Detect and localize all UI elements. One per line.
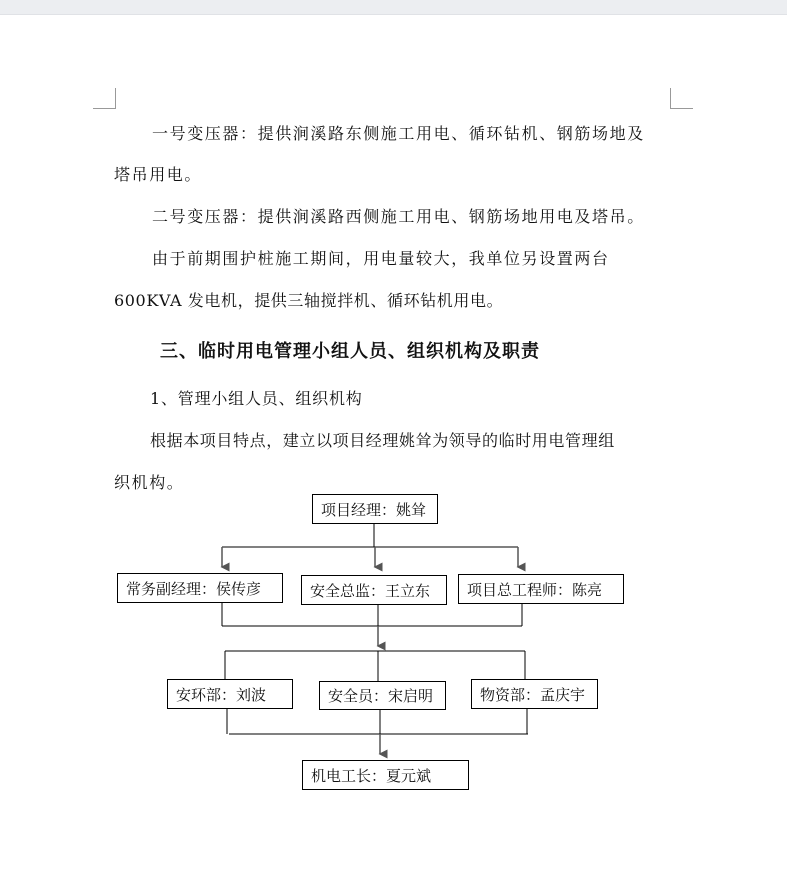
paragraph-line: 600KVA 发电机，提供三轴搅拌机、循环钻机用电。 bbox=[114, 291, 504, 310]
paragraph-line: 由于前期围护桩施工期间，用电量较大，我单位另设置两台 bbox=[152, 249, 610, 268]
org-node-safety-officer: 安全员：宋启明 bbox=[319, 681, 446, 710]
org-node-safety-director: 安全总监：王立东 bbox=[301, 575, 447, 605]
paragraph-line: 织机构。 bbox=[114, 473, 185, 492]
org-node-env-dept: 安环部：刘波 bbox=[167, 679, 293, 709]
org-node-electrical-foreman: 机电工长：夏元斌 bbox=[302, 760, 469, 790]
org-node-project-manager: 项目经理：姚耸 bbox=[312, 494, 438, 524]
paragraph-line: 一号变压器：提供涧溪路东侧施工用电、循环钻机、钢筋场地及 bbox=[152, 124, 645, 143]
section-heading: 三、临时用电管理小组人员、组织机构及职责 bbox=[160, 341, 540, 362]
org-node-deputy-manager: 常务副经理：侯传彦 bbox=[117, 573, 283, 603]
org-node-materials-dept: 物资部：孟庆宇 bbox=[471, 679, 598, 709]
paragraph-line: 二号变压器：提供涧溪路西侧施工用电、钢筋场地用电及塔吊。 bbox=[152, 207, 645, 226]
paragraph-line: 根据本项目特点，建立以项目经理姚耸为领导的临时用电管理组 bbox=[150, 431, 615, 450]
org-node-chief-engineer: 项目总工程师：陈亮 bbox=[458, 574, 624, 604]
subheading: 1、管理小组人员、组织机构 bbox=[150, 389, 363, 408]
paragraph-line: 塔吊用电。 bbox=[114, 165, 203, 184]
